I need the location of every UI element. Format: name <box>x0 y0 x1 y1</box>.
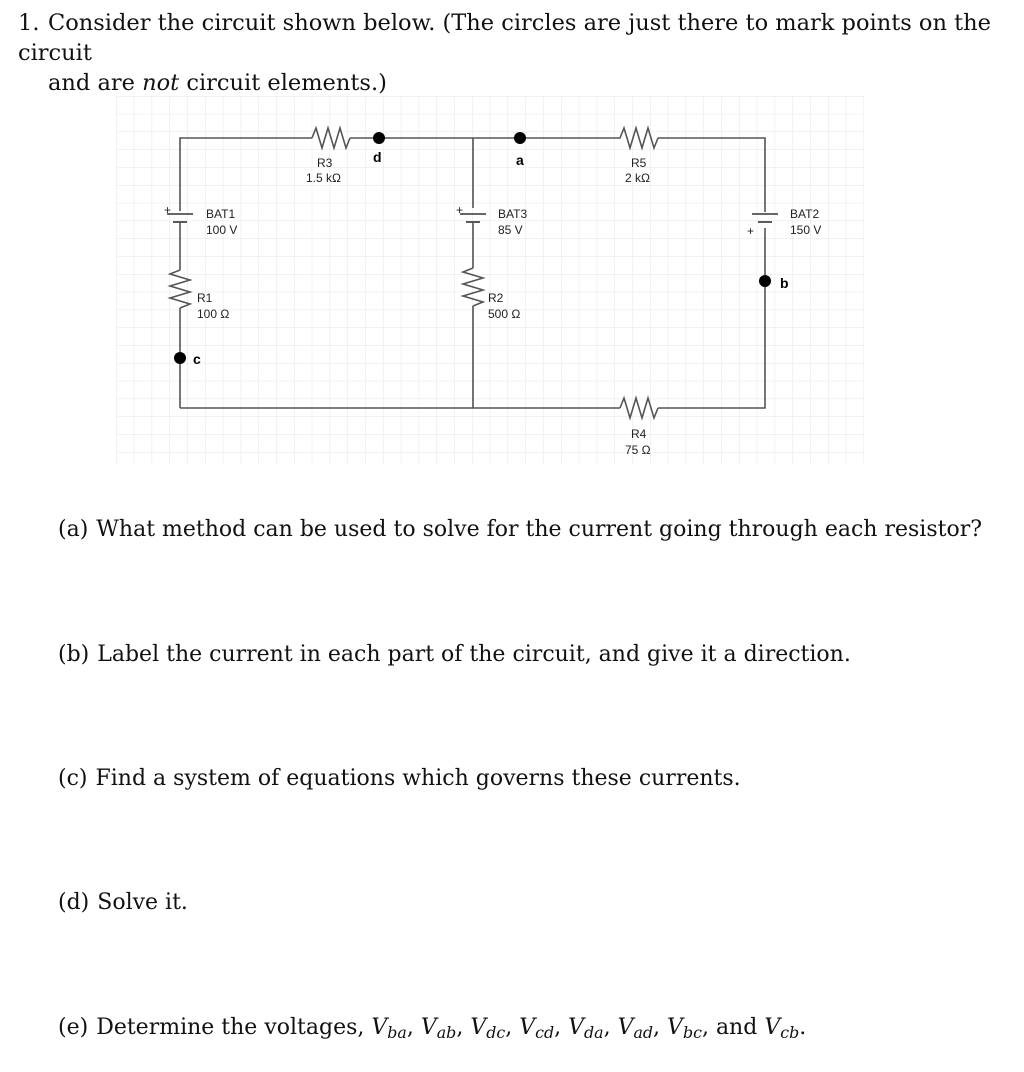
point-c-label: c <box>193 351 201 367</box>
point-b-marker <box>759 275 771 287</box>
question-b-label: (b) <box>58 642 90 667</box>
voltage-bc: $V_{bc}$, <box>667 1015 709 1042</box>
point-d-label: d <box>373 149 382 165</box>
r2-name: R2 <box>488 291 504 305</box>
intro-line-1: 1. Consider the circuit shown below. (The circles are just there to mark points on the circuit <box>18 10 991 66</box>
point-d-marker <box>373 132 385 144</box>
point-a-label: a <box>516 152 524 168</box>
voltage-dc: $V_{dc}$, <box>470 1015 513 1042</box>
r5-name: R5 <box>631 156 647 170</box>
r4-name: R4 <box>631 427 647 441</box>
voltage-ad: $V_{ad}$, <box>617 1015 661 1042</box>
question-a-label: (a) <box>58 517 89 542</box>
bat3-value: 85 V <box>498 223 523 237</box>
point-a-marker <box>514 132 526 144</box>
bat2-plus-sign: + <box>747 224 755 238</box>
voltage-cd: $V_{cd}$, <box>519 1015 562 1042</box>
point-c-marker <box>174 352 186 364</box>
problem-number: 1. <box>18 10 40 36</box>
bat2-name: BAT2 <box>790 207 820 221</box>
bat2-value: 150 V <box>790 223 822 237</box>
r1-value: 100 Ω <box>197 307 230 321</box>
bat1-name: BAT1 <box>206 207 236 221</box>
question-e-text: Determine the voltages, <box>96 1015 365 1040</box>
bat1-plus-sign: + <box>164 203 172 217</box>
voltage-cb: $V_{cb}$. <box>764 1015 807 1042</box>
question-c-label: (c) <box>58 766 88 791</box>
voltage-da: $V_{da}$, <box>568 1015 611 1042</box>
question-a <box>58 516 982 544</box>
voltage-ab: $V_{ab}$, <box>420 1015 464 1042</box>
question-c-text: Find a system of equations which governs these currents. <box>95 766 741 791</box>
question-a-text: What method can be used to solve for the current going through each resistor? <box>96 517 983 542</box>
bat3-name: BAT3 <box>498 207 528 221</box>
r4-value: 75 Ω <box>625 443 651 457</box>
voltage-ba: $V_{ba}$, <box>371 1015 414 1042</box>
r2-value: 500 Ω <box>488 307 521 321</box>
question-b <box>58 641 851 669</box>
point-b-label: b <box>780 275 789 291</box>
intro-line-2: and are not circuit elements.) <box>48 70 387 96</box>
question-e-label: (e) <box>58 1015 89 1040</box>
question-d-text: Solve it. <box>97 890 188 915</box>
bat1-value: 100 V <box>206 223 238 237</box>
voltage-list <box>371 1015 806 1040</box>
question-c <box>58 765 741 793</box>
r3-name: R3 <box>317 156 333 170</box>
and-word: and <box>715 1015 758 1040</box>
question-d <box>58 889 188 917</box>
r1-name: R1 <box>197 291 213 305</box>
r5-value: 2 kΩ <box>625 171 650 185</box>
question-e <box>58 1014 806 1047</box>
r3-value: 1.5 kΩ <box>306 171 341 185</box>
circuit-diagram <box>0 0 1024 480</box>
question-d-label: (d) <box>58 890 90 915</box>
bat3-plus-sign: + <box>456 203 464 217</box>
question-b-text: Label the current in each part of the circuit, and give it a direction. <box>97 642 851 667</box>
